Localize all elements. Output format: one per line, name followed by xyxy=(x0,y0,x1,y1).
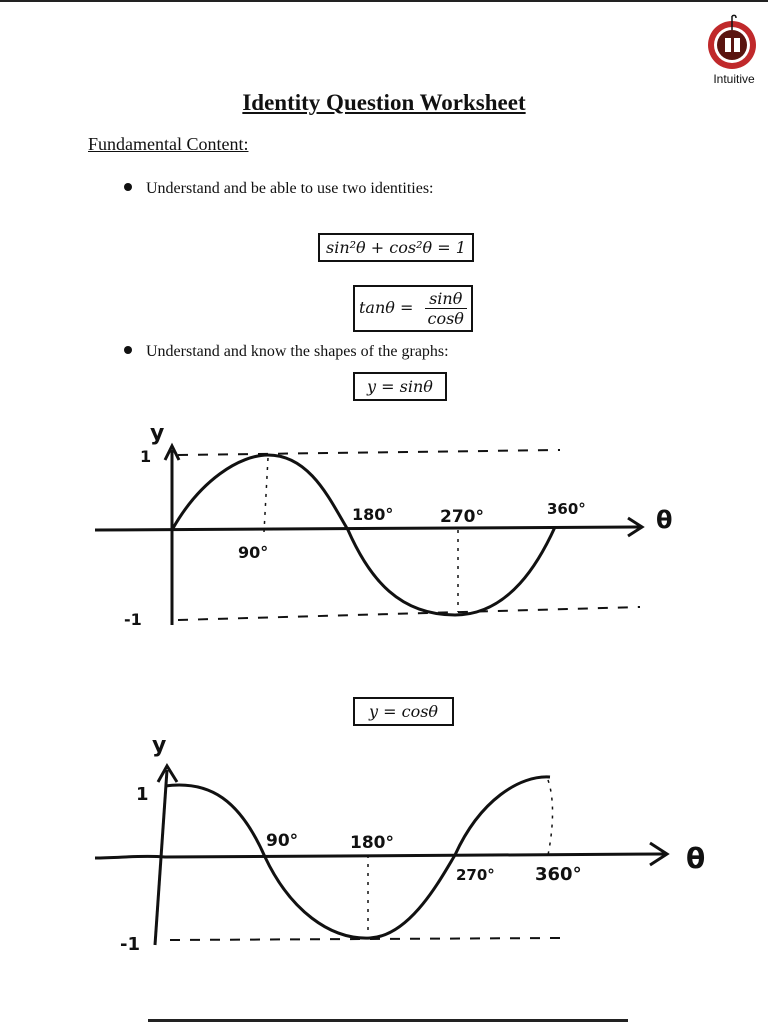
bullet-graphs xyxy=(124,343,449,361)
top-rule xyxy=(0,0,768,2)
tan-identity-lhs: tanθ = xyxy=(359,298,414,317)
sine-y-tick-1: 1 xyxy=(140,447,152,466)
sine-graph xyxy=(0,410,768,640)
sine-max-guide xyxy=(178,450,560,455)
cos-x-tick-90: 90° xyxy=(266,831,299,851)
sine-x-axis xyxy=(95,527,640,530)
bottom-rule xyxy=(148,1019,628,1022)
tan-denominator: cosθ xyxy=(427,309,464,328)
tan-fraction xyxy=(425,289,467,328)
pythagorean-identity-box xyxy=(318,233,474,262)
logo-text: Intuitive xyxy=(713,72,755,86)
sine-min-guide xyxy=(178,607,640,620)
sine-x-tick-270: 270° xyxy=(440,507,484,527)
cos-x-tick-180: 180° xyxy=(350,833,394,853)
bullet-text: Understand and know the shapes of the graphs: xyxy=(146,343,449,360)
page-title: Identity Question Worksheet xyxy=(242,90,526,115)
sine-x-tick-180: 180° xyxy=(352,505,394,524)
cos-x-tick-270: 270° xyxy=(456,866,495,884)
sine-curve xyxy=(172,455,555,615)
sine-y-tick-neg1: -1 xyxy=(124,610,142,629)
cos-y-tick-neg1: -1 xyxy=(120,934,140,955)
sine-x-tick-90: 90° xyxy=(238,543,269,562)
sine-x-label: θ xyxy=(656,506,673,534)
bullet-text: Understand and be able to use two identities: xyxy=(146,180,434,197)
bullet-identities xyxy=(124,180,433,198)
cos-x-axis xyxy=(95,854,665,858)
cos-x-label: θ xyxy=(686,842,706,875)
cos-graph-label: y = cosθ xyxy=(369,702,439,721)
sine-90-dropline xyxy=(264,458,268,532)
cos-y-tick-1: 1 xyxy=(136,784,149,805)
cos-360-dropline xyxy=(548,780,553,855)
section-heading: Fundamental Content: xyxy=(88,134,249,154)
sin-graph-label: y = sinθ xyxy=(367,377,433,396)
sin-graph-label-box xyxy=(353,372,447,401)
tan-numerator: sinθ xyxy=(425,289,467,309)
bullet-dot xyxy=(124,183,132,191)
bullet-dot xyxy=(124,346,132,354)
cos-graph-label-box xyxy=(353,697,454,726)
cos-x-tick-360: 360° xyxy=(535,864,582,885)
cosine-graph xyxy=(0,730,768,965)
pythagorean-identity: sin²θ + cos²θ = 1 xyxy=(326,238,466,257)
tan-identity-box xyxy=(353,285,473,332)
sine-x-tick-360: 360° xyxy=(547,500,586,518)
sine-y-label: y xyxy=(150,421,165,446)
cos-y-label: y xyxy=(152,733,167,758)
